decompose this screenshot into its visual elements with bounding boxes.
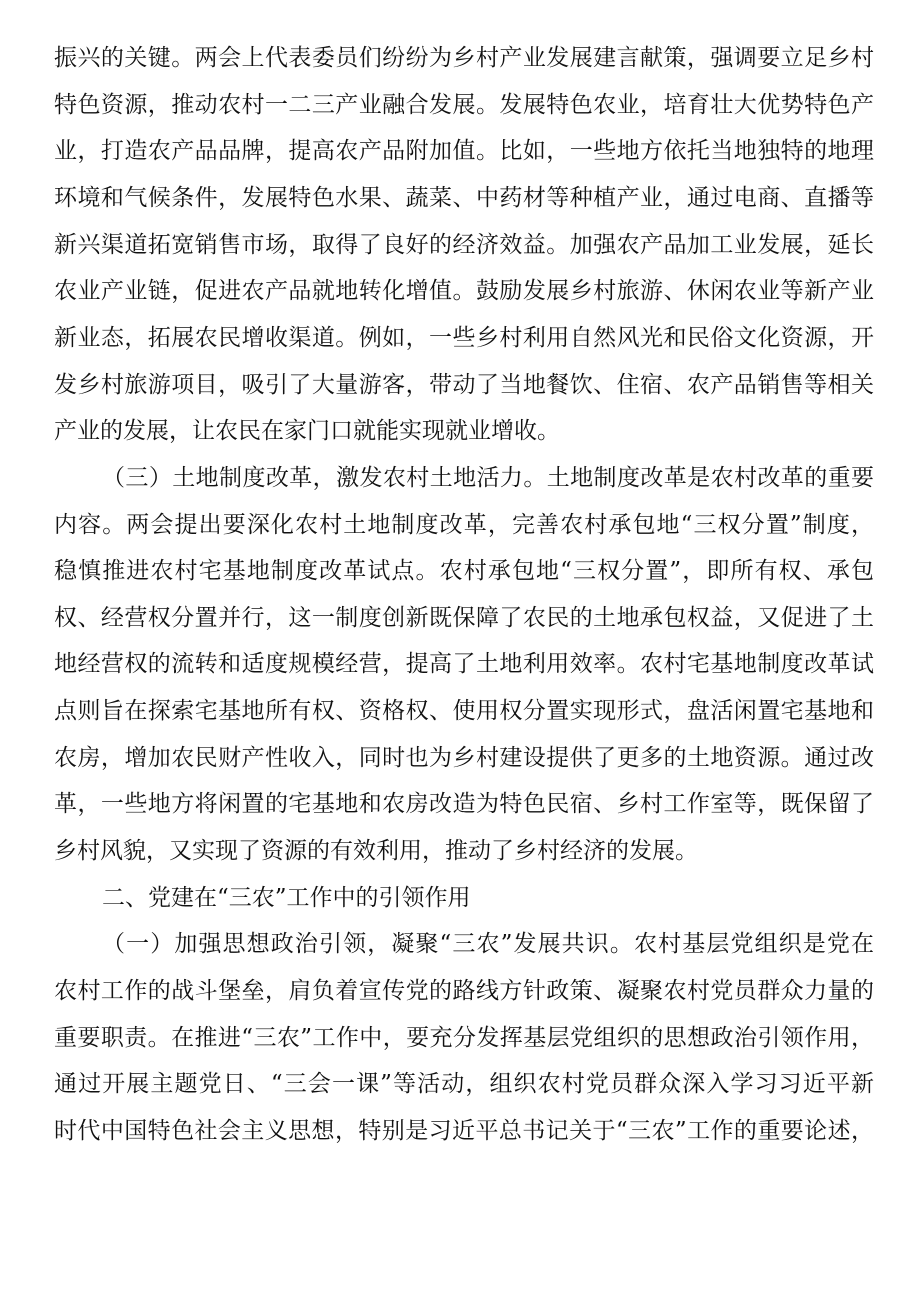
section-heading: 二、党建在“三农”工作中的引领作用 (102, 885, 471, 911)
text-line: 乡村风貌，又实现了资源的有效利用，推动了乡村经济的发展。 (54, 838, 698, 864)
text-line: 时代中国特色社会主义思想，特别是习近平总书记关于“三农”工作的重要论述， (54, 1118, 874, 1144)
text-line: 重要职责。在推进“三农”工作中，要充分发挥基层党组织的思想政治引领作用， (54, 1025, 874, 1051)
text-line: 通过开展主题党日、“三会一课”等活动，组织农村党员群众深入学习习近平新 (54, 1071, 874, 1097)
text-line: 新业态，拓展农民增收渠道。例如，一些乡村利用自然风光和民俗文化资源，开 (54, 325, 874, 351)
text-line: 农村工作的战斗堡垒，肩负着宣传党的路线方针政策、凝聚农村党员群众力量的 (54, 978, 874, 1004)
paragraph-heading-line: （一）加强思想政治引领，凝聚“三农”发展共识。农村基层党组织是党在 (102, 931, 874, 957)
text-line: 环境和气候条件，发展特色水果、蔬菜、中药材等种植产业，通过电商、直播等 (54, 185, 874, 211)
text-line: 内容。两会提出要深化农村土地制度改革，完善农村承包地“三权分置”制度， (54, 512, 874, 538)
text-line: 权、经营权分置并行，这一制度创新既保障了农民的土地承包权益，又促进了土 (54, 605, 874, 631)
text-line: 点则旨在探索宅基地所有权、资格权、使用权分置实现形式，盘活闲置宅基地和 (54, 698, 874, 724)
text-line: 振兴的关键。两会上代表委员们纷纷为乡村产业发展建言献策，强调要立足乡村 (54, 45, 874, 71)
text-line: 农业产业链，促进农产品就地转化增值。鼓励发展乡村旅游、休闲农业等新产业 (54, 278, 874, 304)
text-line: 革，一些地方将闲置的宅基地和农房改造为特色民宿、乡村工作室等，既保留了 (54, 791, 874, 817)
text-line: 产业的发展，让农民在家门口就能实现就业增收。 (54, 418, 560, 444)
text-line: 发乡村旅游项目，吸引了大量游客，带动了当地餐饮、住宿、农产品销售等相关 (54, 372, 874, 398)
text-line: 特色资源，推动农村一二三产业融合发展。发展特色农业，培育壮大优势特色产 (54, 92, 874, 118)
paragraph-heading-line: （三）土地制度改革，激发农村土地活力。土地制度改革是农村改革的重要 (102, 465, 874, 491)
text-line: 业，打造农产品品牌，提高农产品附加值。比如，一些地方依托当地独特的地理 (54, 138, 874, 164)
text-line: 新兴渠道拓宽销售市场，取得了良好的经济效益。加强农产品加工业发展，延长 (54, 232, 874, 258)
text-line: 农房，增加农民财产性收入，同时也为乡村建设提供了更多的土地资源。通过改 (54, 745, 874, 771)
text-line: 地经营权的流转和适度规模经营，提高了土地利用效率。农村宅基地制度改革试 (54, 651, 874, 677)
text-line: 稳慎推进农村宅基地制度改革试点。农村承包地“三权分置”，即所有权、承包 (54, 558, 874, 584)
